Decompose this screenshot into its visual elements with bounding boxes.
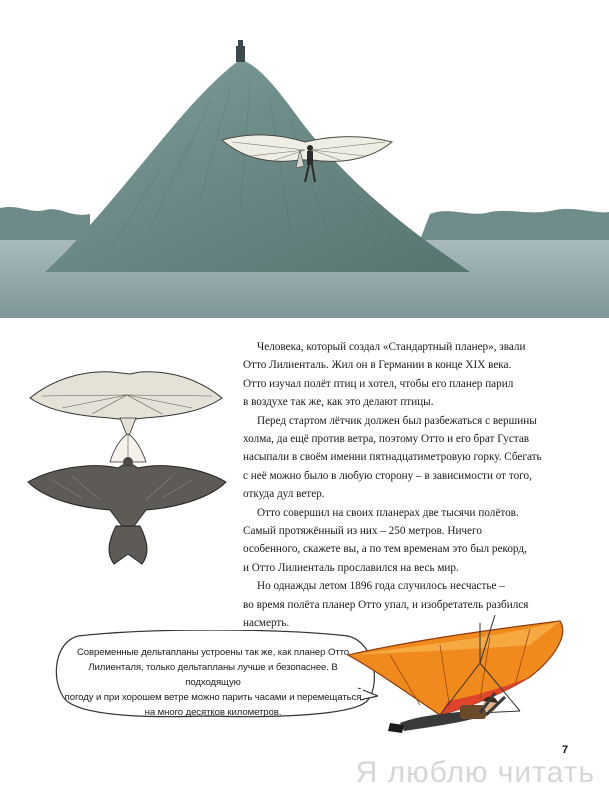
text-line: насыпали в своём имении пятнадцатиметровую горку. Сбегать xyxy=(243,451,542,464)
page-number: 7 xyxy=(562,744,569,756)
right-trees xyxy=(420,209,609,240)
text-line: Отто Лилиенталь. Жил он в Германии в конце XIX века. xyxy=(243,359,512,372)
glider-bird-comparison xyxy=(22,350,232,580)
text-line: особенного, скажете вы, а по тем временам это был рекорд, xyxy=(243,543,527,556)
text-line: откуда дул ветер. xyxy=(243,488,325,501)
bubble-line: Современные дельтапланы устроены так же, как планер Отто xyxy=(76,647,350,658)
glider-top-view xyxy=(30,372,222,462)
bird-top-view xyxy=(28,457,226,564)
hill-top-figure xyxy=(236,46,245,62)
text-line: в воздухе так же, как это делают птицы. xyxy=(243,396,434,409)
text-line: Но однажды летом 1896 года случилось несчастье – xyxy=(257,580,505,593)
text-line: Отто изучал полёт птиц и хотел, чтобы его планер парил xyxy=(243,377,514,390)
left-trees xyxy=(0,207,90,240)
hang-glider-illustration xyxy=(330,615,605,765)
text-line: Человека, который создал «Стандартный планер», звали xyxy=(257,341,526,353)
main-text xyxy=(243,338,563,633)
text-line: холма, да ещё против ветра, поэтому Отто и его брат Густав xyxy=(243,433,530,446)
text-line: Отто совершил на своих планерах две тысячи полётов. xyxy=(257,506,519,519)
text-line: Перед стартом лётчик должен был разбежаться с вершины xyxy=(257,414,537,427)
text-line: Самый протяжённый из них – 250 метров. Ничего xyxy=(243,525,482,538)
speech-bubble-text xyxy=(64,645,362,720)
text-line: с неё можно было в любую сторону – в зависимости от того, xyxy=(243,469,532,482)
watermark: Я люблю читать xyxy=(355,756,595,789)
lilienthal-hill-illustration xyxy=(0,0,609,318)
bubble-line: погоду и при хорошем ветре можно парить часами и перемещаться xyxy=(64,692,362,703)
bubble-line: на много десятков километров. xyxy=(144,707,282,718)
hill xyxy=(45,60,470,272)
bubble-line: Лилиенталя, только дельтапланы лучше и безопаснее. В подходящую xyxy=(88,662,338,688)
text-line: насмерть. xyxy=(243,617,290,630)
text-line: во время полёта планер Отто упал, и изобретатель разбился xyxy=(243,598,529,611)
text-line: и Отто Лилиенталь прославился на весь мир. xyxy=(243,561,459,574)
